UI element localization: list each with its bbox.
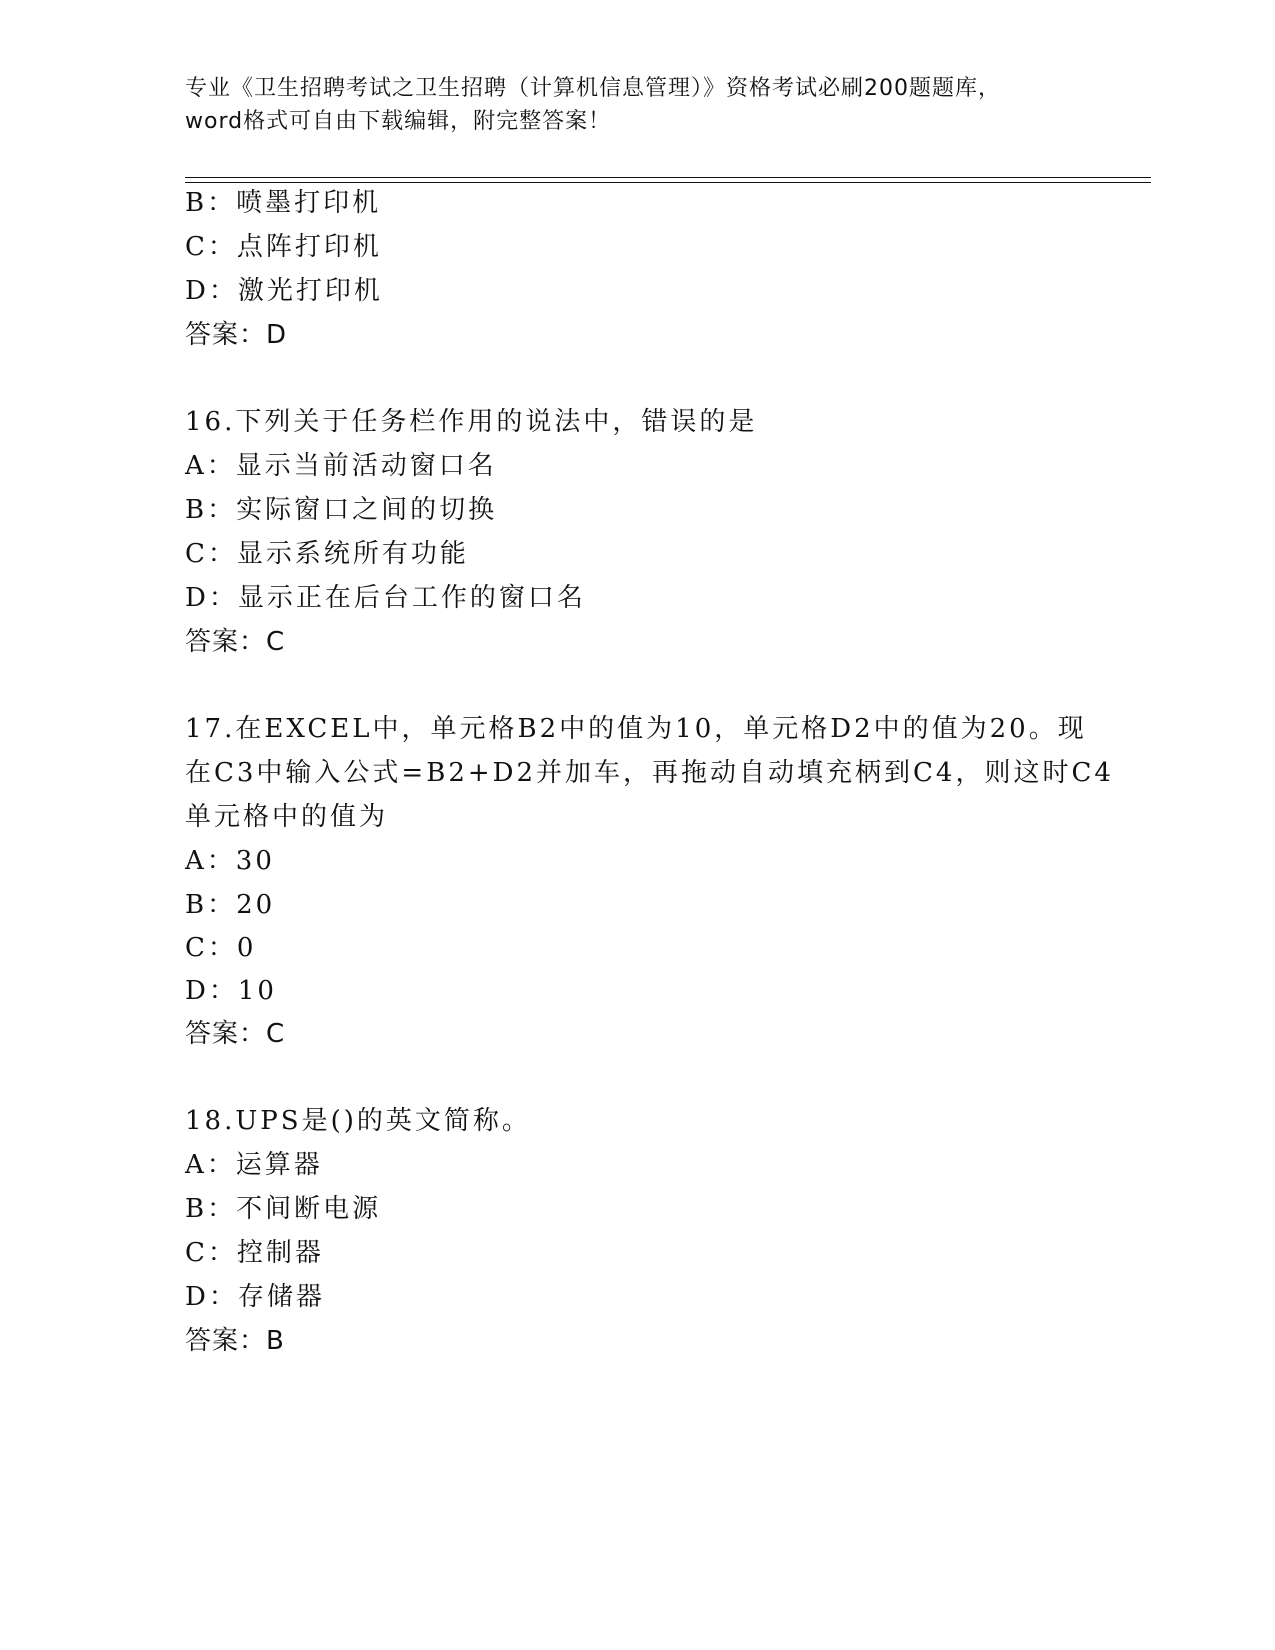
q18-option-d: D：存储器 [185, 1282, 325, 1312]
q18-question: 18.UPS是()的英文简称。 [185, 1106, 531, 1136]
q18-option-c: C：控制器 [185, 1238, 324, 1268]
q15-option-d: D：激光打印机 [185, 276, 383, 306]
header-divider-top [185, 177, 1151, 178]
q15-answer: 答案：D [185, 320, 288, 350]
q15-option-b: B：喷墨打印机 [185, 188, 382, 218]
q16-answer: 答案：C [185, 627, 286, 657]
q17-answer: 答案：C [185, 1019, 286, 1049]
q17-option-b: B：20 [185, 890, 276, 920]
page-header [185, 72, 1085, 138]
q15-option-c: C：点阵打印机 [185, 232, 382, 262]
header-divider-bottom [185, 182, 1151, 183]
q17-option-d: D：10 [185, 976, 277, 1006]
q16-option-d: D：显示正在后台工作的窗口名 [185, 583, 586, 613]
q17-question-line-1: 17.在EXCEL中，单元格B2中的值为10，单元格D2中的值为20。现 [185, 714, 1087, 744]
header-title-line-1: 专业《卫生招聘考试之卫生招聘（计算机信息管理）》资格考试必刷200题题库， [185, 76, 1001, 101]
q18-option-b: B：不间断电源 [185, 1194, 382, 1224]
q17-option-a: A：30 [185, 846, 275, 876]
q18-answer: 答案：B [185, 1326, 285, 1356]
q17-question-line-2: 在C3中输入公式=B2+D2并加车，再拖动自动填充柄到C4，则这时C4 [185, 758, 1114, 788]
q17-question-line-3: 单元格中的值为 [185, 802, 389, 832]
q16-option-a: A：显示当前活动窗口名 [185, 451, 497, 481]
q16-option-b: B：实际窗口之间的切换 [185, 495, 498, 525]
header-title-line-2: word格式可自由下载编辑，附完整答案！ [185, 109, 612, 134]
q18-option-a: A：运算器 [185, 1150, 323, 1180]
q16-question: 16.下列关于任务栏作用的说法中，错误的是 [185, 407, 758, 437]
q16-option-c: C：显示系统所有功能 [185, 539, 469, 569]
q17-option-c: C：0 [185, 933, 257, 963]
